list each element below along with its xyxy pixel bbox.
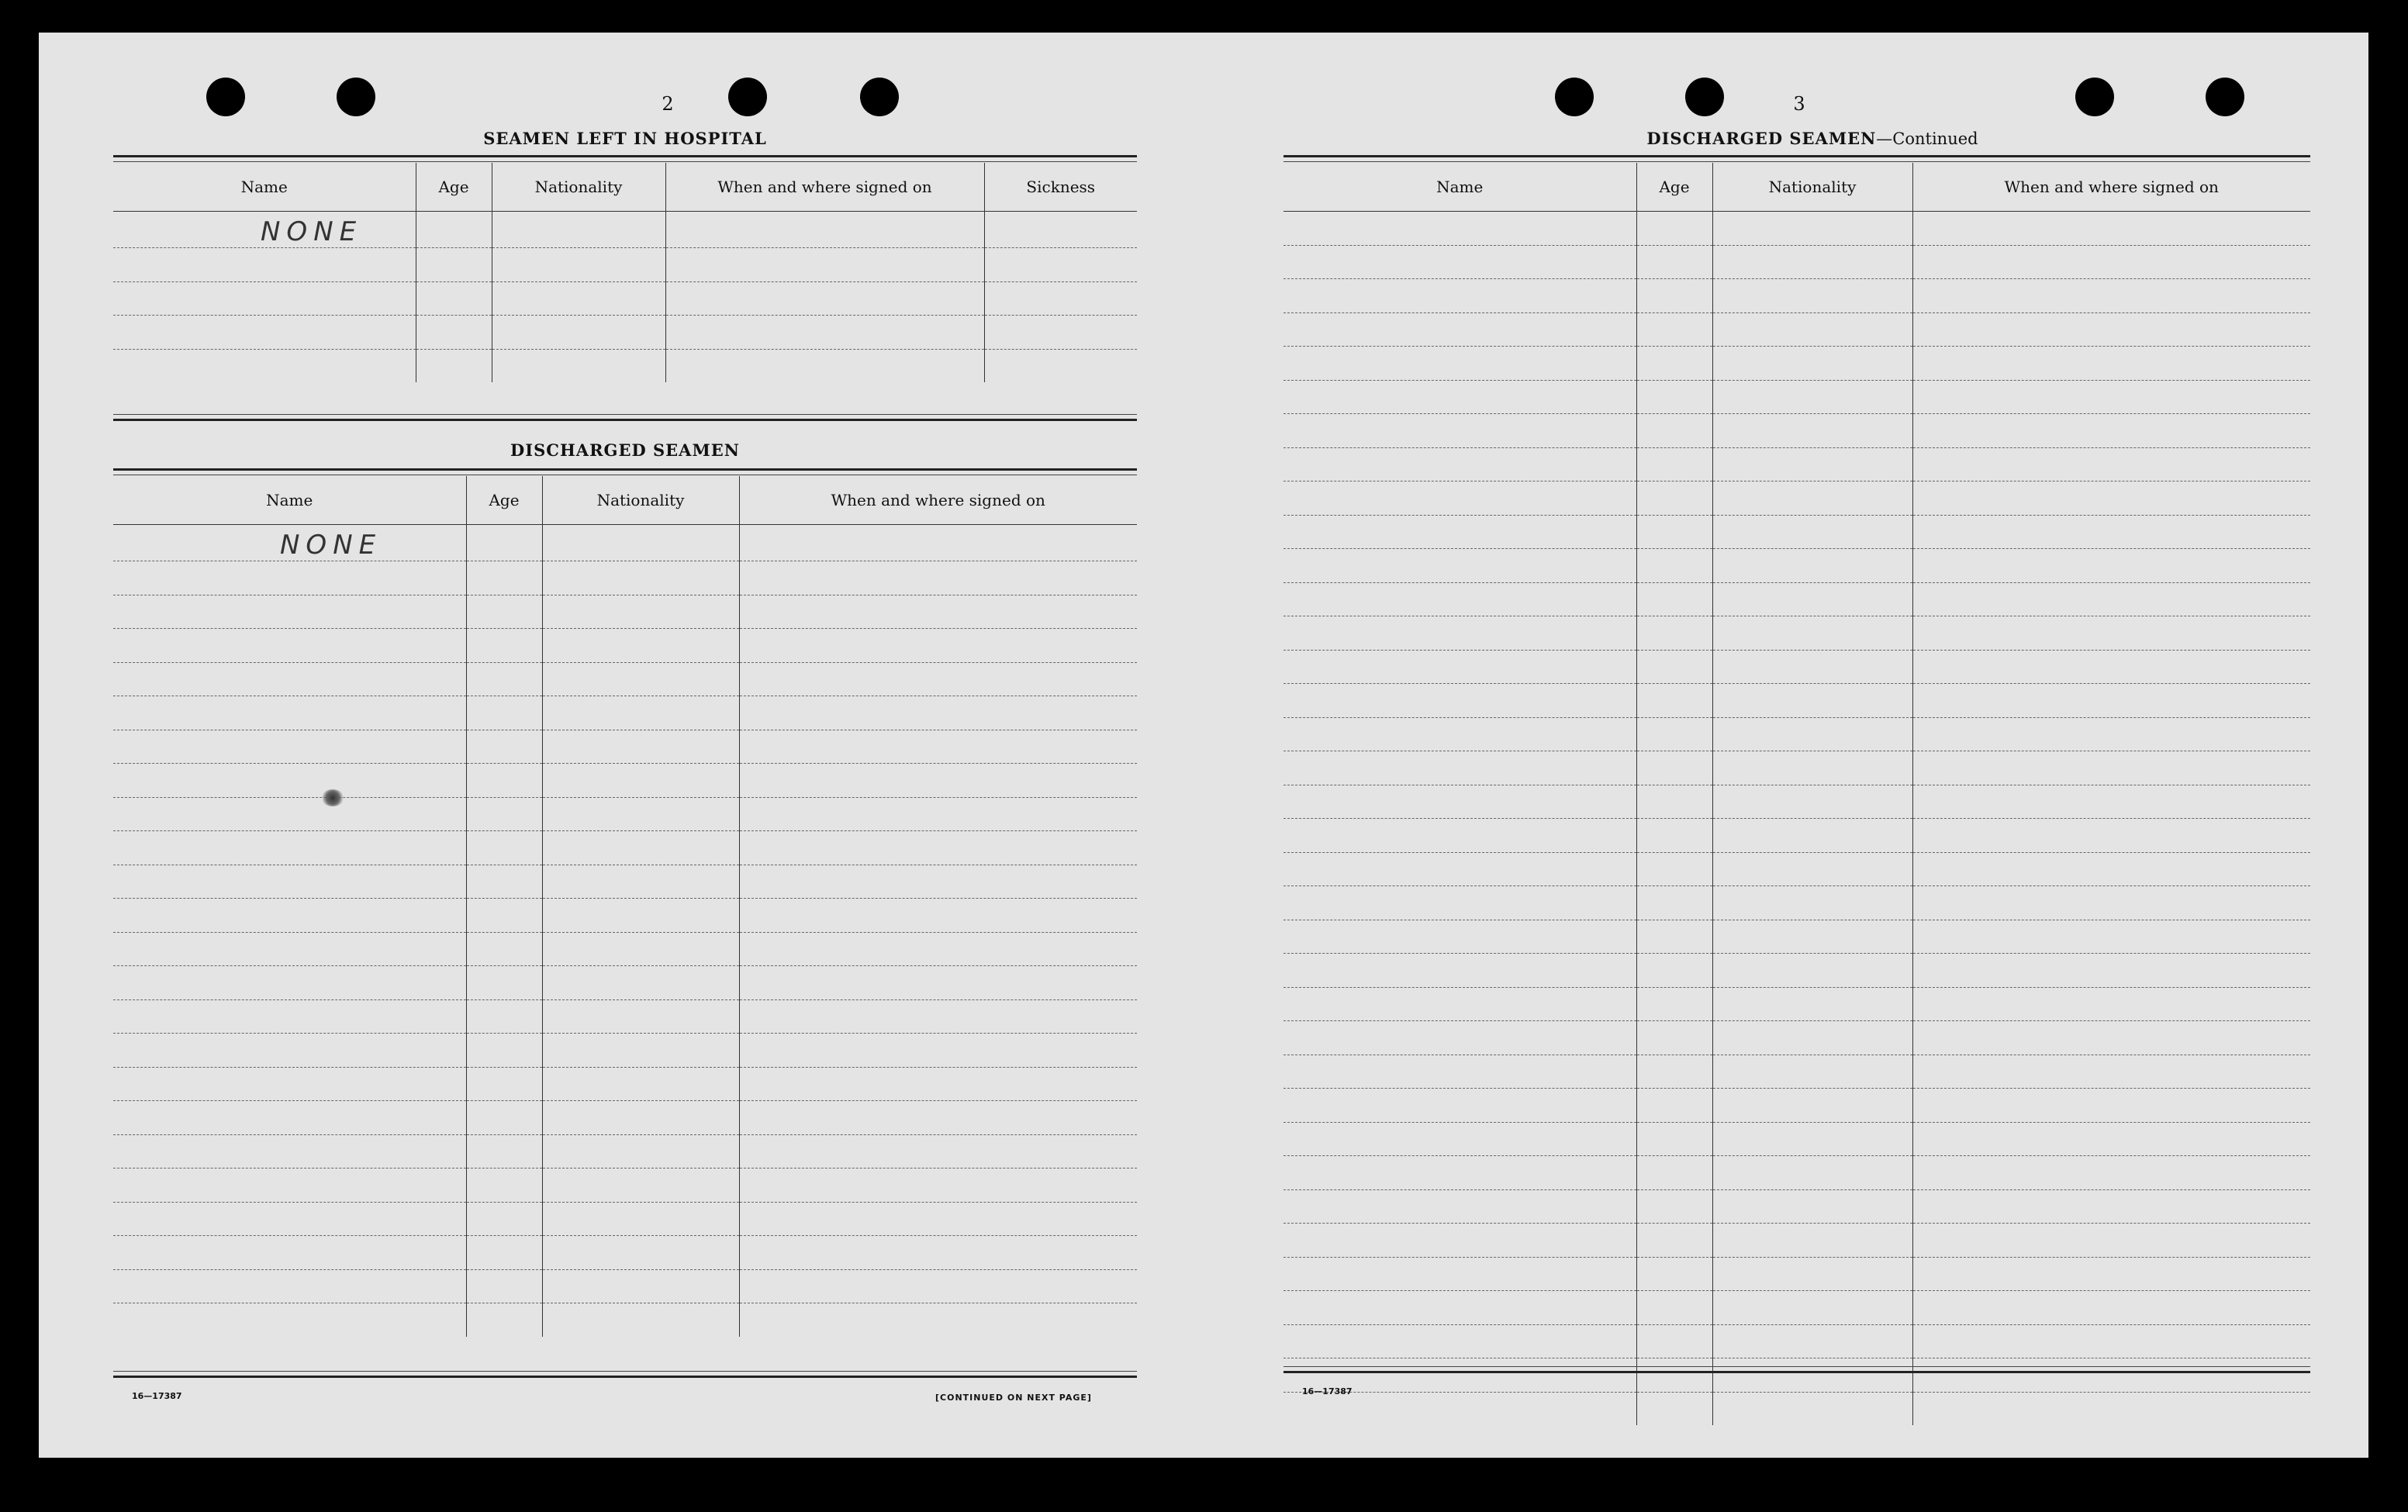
page-number: 3 [1793, 93, 1805, 115]
table-row [113, 696, 1137, 730]
punch-hole [728, 78, 767, 116]
table-row [113, 1067, 1137, 1101]
table-row [113, 797, 1137, 831]
table-row [1283, 785, 2310, 819]
table-row [1283, 447, 2310, 482]
hospital-section-title: SEAMEN LEFT IN HOSPITAL [483, 129, 767, 148]
table-row [1283, 1122, 2310, 1156]
table-row [113, 1034, 1137, 1068]
rule [113, 155, 1137, 157]
table-row [1283, 751, 2310, 785]
right-page [1283, 33, 2310, 1458]
col-header-signed-on: When and where signed on [665, 163, 984, 212]
rule [113, 419, 1137, 421]
form-number: 16—17387 [1302, 1386, 1353, 1396]
table-row [1283, 1291, 2310, 1325]
table-row [113, 212, 1137, 248]
handwritten-entry: NONE [261, 216, 363, 247]
table-row [113, 1202, 1137, 1236]
table-row [1283, 515, 2310, 549]
col-header-age: Age [1636, 163, 1712, 212]
table-row [113, 316, 1137, 350]
table-row [113, 1269, 1137, 1303]
table-row [1283, 1089, 2310, 1123]
table-row [113, 595, 1137, 629]
table-row [1283, 312, 2310, 347]
ledger-sheet [39, 33, 2368, 1458]
table-row [113, 899, 1137, 933]
table-row [113, 662, 1137, 696]
discharged-table [113, 476, 1137, 1337]
table-row [113, 831, 1137, 865]
table-row [1283, 347, 2310, 381]
table-row [1283, 616, 2310, 651]
col-header-signed-on: When and where signed on [1912, 163, 2310, 212]
table-row [113, 865, 1137, 899]
col-header-age: Age [416, 163, 492, 212]
punch-hole [1555, 78, 1594, 116]
table-row [1283, 650, 2310, 684]
table-row [113, 561, 1137, 595]
table-row [113, 525, 1137, 561]
table-row [113, 932, 1137, 966]
table-row [1283, 212, 2310, 246]
table-row [113, 248, 1137, 282]
table-row [1283, 852, 2310, 886]
table-row [1283, 1358, 2310, 1393]
table-row [1283, 1055, 2310, 1089]
punch-hole [1685, 78, 1724, 116]
col-header-nationality: Nationality [1712, 163, 1912, 212]
punch-hole [206, 78, 245, 116]
col-header-name: Name [113, 163, 416, 212]
table-row [1283, 380, 2310, 414]
table-row [113, 1169, 1137, 1203]
table-row [1283, 1189, 2310, 1224]
table-row [1283, 954, 2310, 988]
table-row [1283, 717, 2310, 751]
table-row [1283, 920, 2310, 954]
table-row [1283, 1224, 2310, 1258]
rule [113, 1371, 1137, 1372]
continued-note: [CONTINUED ON NEXT PAGE] [935, 1393, 1092, 1403]
table-row [1283, 245, 2310, 279]
discharged-continued-table [1283, 163, 2310, 1425]
col-header-name: Name [113, 476, 466, 525]
table-row [1283, 482, 2310, 516]
col-header-nationality: Nationality [542, 476, 739, 525]
col-header-sickness: Sickness [984, 163, 1137, 212]
table-row [1283, 987, 2310, 1021]
col-header-name: Name [1283, 163, 1636, 212]
table-row [113, 764, 1137, 798]
table-row [1283, 1392, 2310, 1425]
table-row [1283, 549, 2310, 583]
table-row [113, 281, 1137, 316]
rule [113, 1376, 1137, 1378]
hospital-table [113, 163, 1137, 382]
rule [113, 468, 1137, 471]
table-row [1283, 1257, 2310, 1291]
col-header-age: Age [466, 476, 542, 525]
form-number: 16—17387 [132, 1391, 182, 1401]
table-row [113, 1236, 1137, 1270]
table-row [113, 1101, 1137, 1135]
table-row [113, 966, 1137, 1000]
rule [1283, 155, 2310, 157]
table-row [1283, 886, 2310, 920]
table-row [113, 349, 1137, 382]
table-row [113, 1303, 1137, 1337]
table-row [1283, 1156, 2310, 1190]
left-page [113, 33, 1137, 1458]
col-header-signed-on: When and where signed on [739, 476, 1137, 525]
col-header-nationality: Nationality [492, 163, 665, 212]
handwritten-entry: NONE [280, 530, 382, 561]
punch-hole [2206, 78, 2244, 116]
punch-hole [860, 78, 899, 116]
table-row [1283, 414, 2310, 448]
table-row [1283, 819, 2310, 853]
table-row [1283, 1324, 2310, 1358]
ink-smudge [321, 789, 344, 806]
rule [1283, 1366, 2310, 1367]
discharged-continued-title: DISCHARGED SEAMEN—Continued [1646, 129, 1978, 148]
table-row [1283, 1021, 2310, 1055]
punch-hole [2075, 78, 2114, 116]
rule [113, 161, 1137, 162]
rule [1283, 1371, 2310, 1373]
rule [1283, 161, 2310, 162]
table-row [1283, 684, 2310, 718]
table-row [1283, 582, 2310, 616]
table-row [1283, 279, 2310, 313]
discharged-section-title: DISCHARGED SEAMEN [510, 440, 740, 460]
table-row [113, 629, 1137, 663]
page-number: 2 [662, 93, 674, 115]
table-row [113, 1134, 1137, 1169]
table-row [113, 999, 1137, 1034]
table-row [113, 730, 1137, 764]
punch-hole [337, 78, 375, 116]
rule [113, 414, 1137, 415]
